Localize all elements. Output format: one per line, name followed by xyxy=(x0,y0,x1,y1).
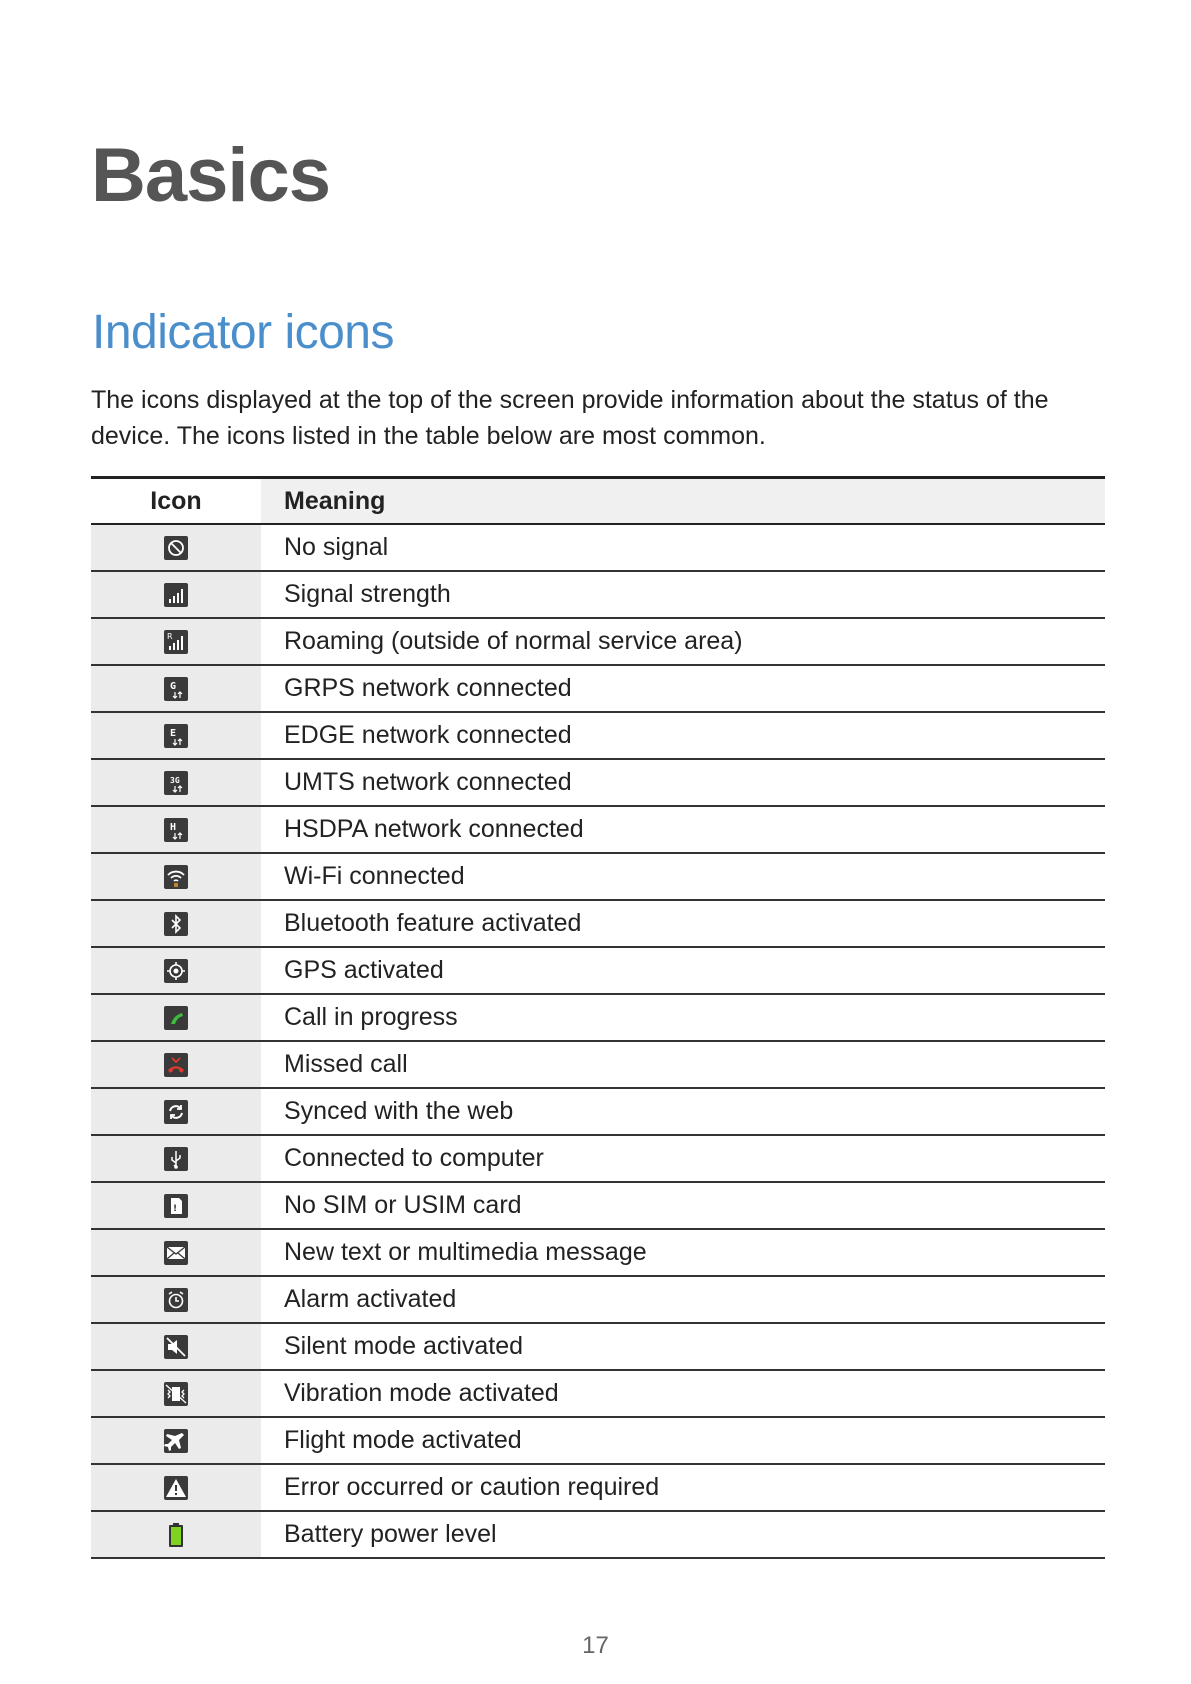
icon-cell xyxy=(91,900,261,947)
meaning-cell: Connected to computer xyxy=(261,1135,1105,1182)
meaning-cell: Silent mode activated xyxy=(261,1323,1105,1370)
meaning-cell: No SIM or USIM card xyxy=(261,1182,1105,1229)
battery-icon xyxy=(163,1522,189,1548)
sync-icon xyxy=(163,1099,189,1125)
meaning-cell: Alarm activated xyxy=(261,1276,1105,1323)
meaning-cell: Wi-Fi connected xyxy=(261,853,1105,900)
meaning-cell: No signal xyxy=(261,524,1105,571)
alarm-icon xyxy=(163,1287,189,1313)
meaning-cell: Missed call xyxy=(261,1041,1105,1088)
roaming-icon xyxy=(163,629,189,655)
icon-cell xyxy=(91,994,261,1041)
table-row xyxy=(91,618,1105,665)
edge-icon xyxy=(163,723,189,749)
intro-paragraph: The icons displayed at the top of the screen provide information about the status of the device. The icons listed in the table below are most common. xyxy=(91,386,1049,450)
icon-cell xyxy=(91,712,261,759)
flight-mode-icon xyxy=(163,1428,189,1454)
meaning-cell: HSDPA network connected xyxy=(261,806,1105,853)
indicator-icons-table xyxy=(91,476,1105,1559)
call-in-progress-icon xyxy=(163,1005,189,1031)
icon-cell xyxy=(91,1511,261,1558)
icon-cell xyxy=(91,1088,261,1135)
table-row xyxy=(91,1417,1105,1464)
meaning-cell: Call in progress xyxy=(261,994,1105,1041)
table-row xyxy=(91,900,1105,947)
icon-cell xyxy=(91,947,261,994)
meaning-cell: Flight mode activated xyxy=(261,1417,1105,1464)
table-row xyxy=(91,571,1105,618)
meaning-cell: Bluetooth feature activated xyxy=(261,900,1105,947)
icon-cell xyxy=(91,1464,261,1511)
icon-cell xyxy=(91,1182,261,1229)
silent-mode-icon xyxy=(163,1334,189,1360)
table-row xyxy=(91,1041,1105,1088)
gprs-icon xyxy=(163,676,189,702)
icon-cell xyxy=(91,806,261,853)
table-row xyxy=(91,1323,1105,1370)
svg-text:H: H xyxy=(170,822,177,834)
icon-cell xyxy=(91,571,261,618)
meaning-cell: Battery power level xyxy=(261,1511,1105,1558)
meaning-cell: Roaming (outside of normal service area) xyxy=(261,618,1105,665)
table-row xyxy=(91,1182,1105,1229)
meaning-cell: Signal strength xyxy=(261,571,1105,618)
table-row xyxy=(91,1135,1105,1182)
icon-cell xyxy=(91,853,261,900)
header-icon: Icon xyxy=(91,478,261,525)
meaning-cell: UMTS network connected xyxy=(261,759,1105,806)
table-row xyxy=(91,712,1105,759)
icon-cell xyxy=(91,1135,261,1182)
chapter-title: Basics xyxy=(91,133,331,218)
icon-cell xyxy=(91,1276,261,1323)
table-row xyxy=(91,1464,1105,1511)
umts-icon xyxy=(163,770,189,796)
table-row xyxy=(91,806,1105,853)
page-number: 17 xyxy=(582,1632,609,1659)
icon-cell xyxy=(91,1323,261,1370)
meaning-cell: EDGE network connected xyxy=(261,712,1105,759)
table-row xyxy=(91,1088,1105,1135)
icon-cell xyxy=(91,524,261,571)
table-row xyxy=(91,1370,1105,1417)
vibration-icon xyxy=(163,1381,189,1407)
no-sim-icon xyxy=(163,1193,189,1219)
table-row xyxy=(91,947,1105,994)
meaning-cell: Error occurred or caution required xyxy=(261,1464,1105,1511)
svg-text:3G: 3G xyxy=(170,776,180,786)
svg-text:R: R xyxy=(167,632,173,642)
icon-cell xyxy=(91,618,261,665)
icon-cell xyxy=(91,759,261,806)
table-row xyxy=(91,759,1105,806)
svg-text:!: ! xyxy=(173,1204,178,1215)
table-row xyxy=(91,1511,1105,1558)
usb-icon xyxy=(163,1146,189,1172)
icon-cell xyxy=(91,1229,261,1276)
hsdpa-icon xyxy=(163,817,189,843)
meaning-cell: GPS activated xyxy=(261,947,1105,994)
icon-cell xyxy=(91,665,261,712)
meaning-cell: New text or multimedia message xyxy=(261,1229,1105,1276)
icon-cell xyxy=(91,1041,261,1088)
wifi-icon xyxy=(163,864,189,890)
meaning-cell: GRPS network connected xyxy=(261,665,1105,712)
table-row xyxy=(91,524,1105,571)
icon-cell xyxy=(91,1370,261,1417)
bluetooth-icon xyxy=(163,911,189,937)
message-icon xyxy=(163,1240,189,1266)
missed-call-icon xyxy=(163,1052,189,1078)
meaning-cell: Vibration mode activated xyxy=(261,1370,1105,1417)
gps-icon xyxy=(163,958,189,984)
table-row xyxy=(91,1229,1105,1276)
no-signal-icon xyxy=(163,535,189,561)
table-row xyxy=(91,1276,1105,1323)
signal-strength-icon xyxy=(163,582,189,608)
svg-text:E: E xyxy=(170,728,177,740)
table-row xyxy=(91,665,1105,712)
table-row xyxy=(91,994,1105,1041)
warning-icon xyxy=(163,1475,189,1501)
svg-text:G: G xyxy=(170,681,177,693)
table-header-row xyxy=(91,478,1105,525)
table-row xyxy=(91,853,1105,900)
meaning-cell: Synced with the web xyxy=(261,1088,1105,1135)
header-meaning: Meaning xyxy=(261,478,1105,525)
icon-cell xyxy=(91,1417,261,1464)
section-title: Indicator icons xyxy=(92,306,394,359)
